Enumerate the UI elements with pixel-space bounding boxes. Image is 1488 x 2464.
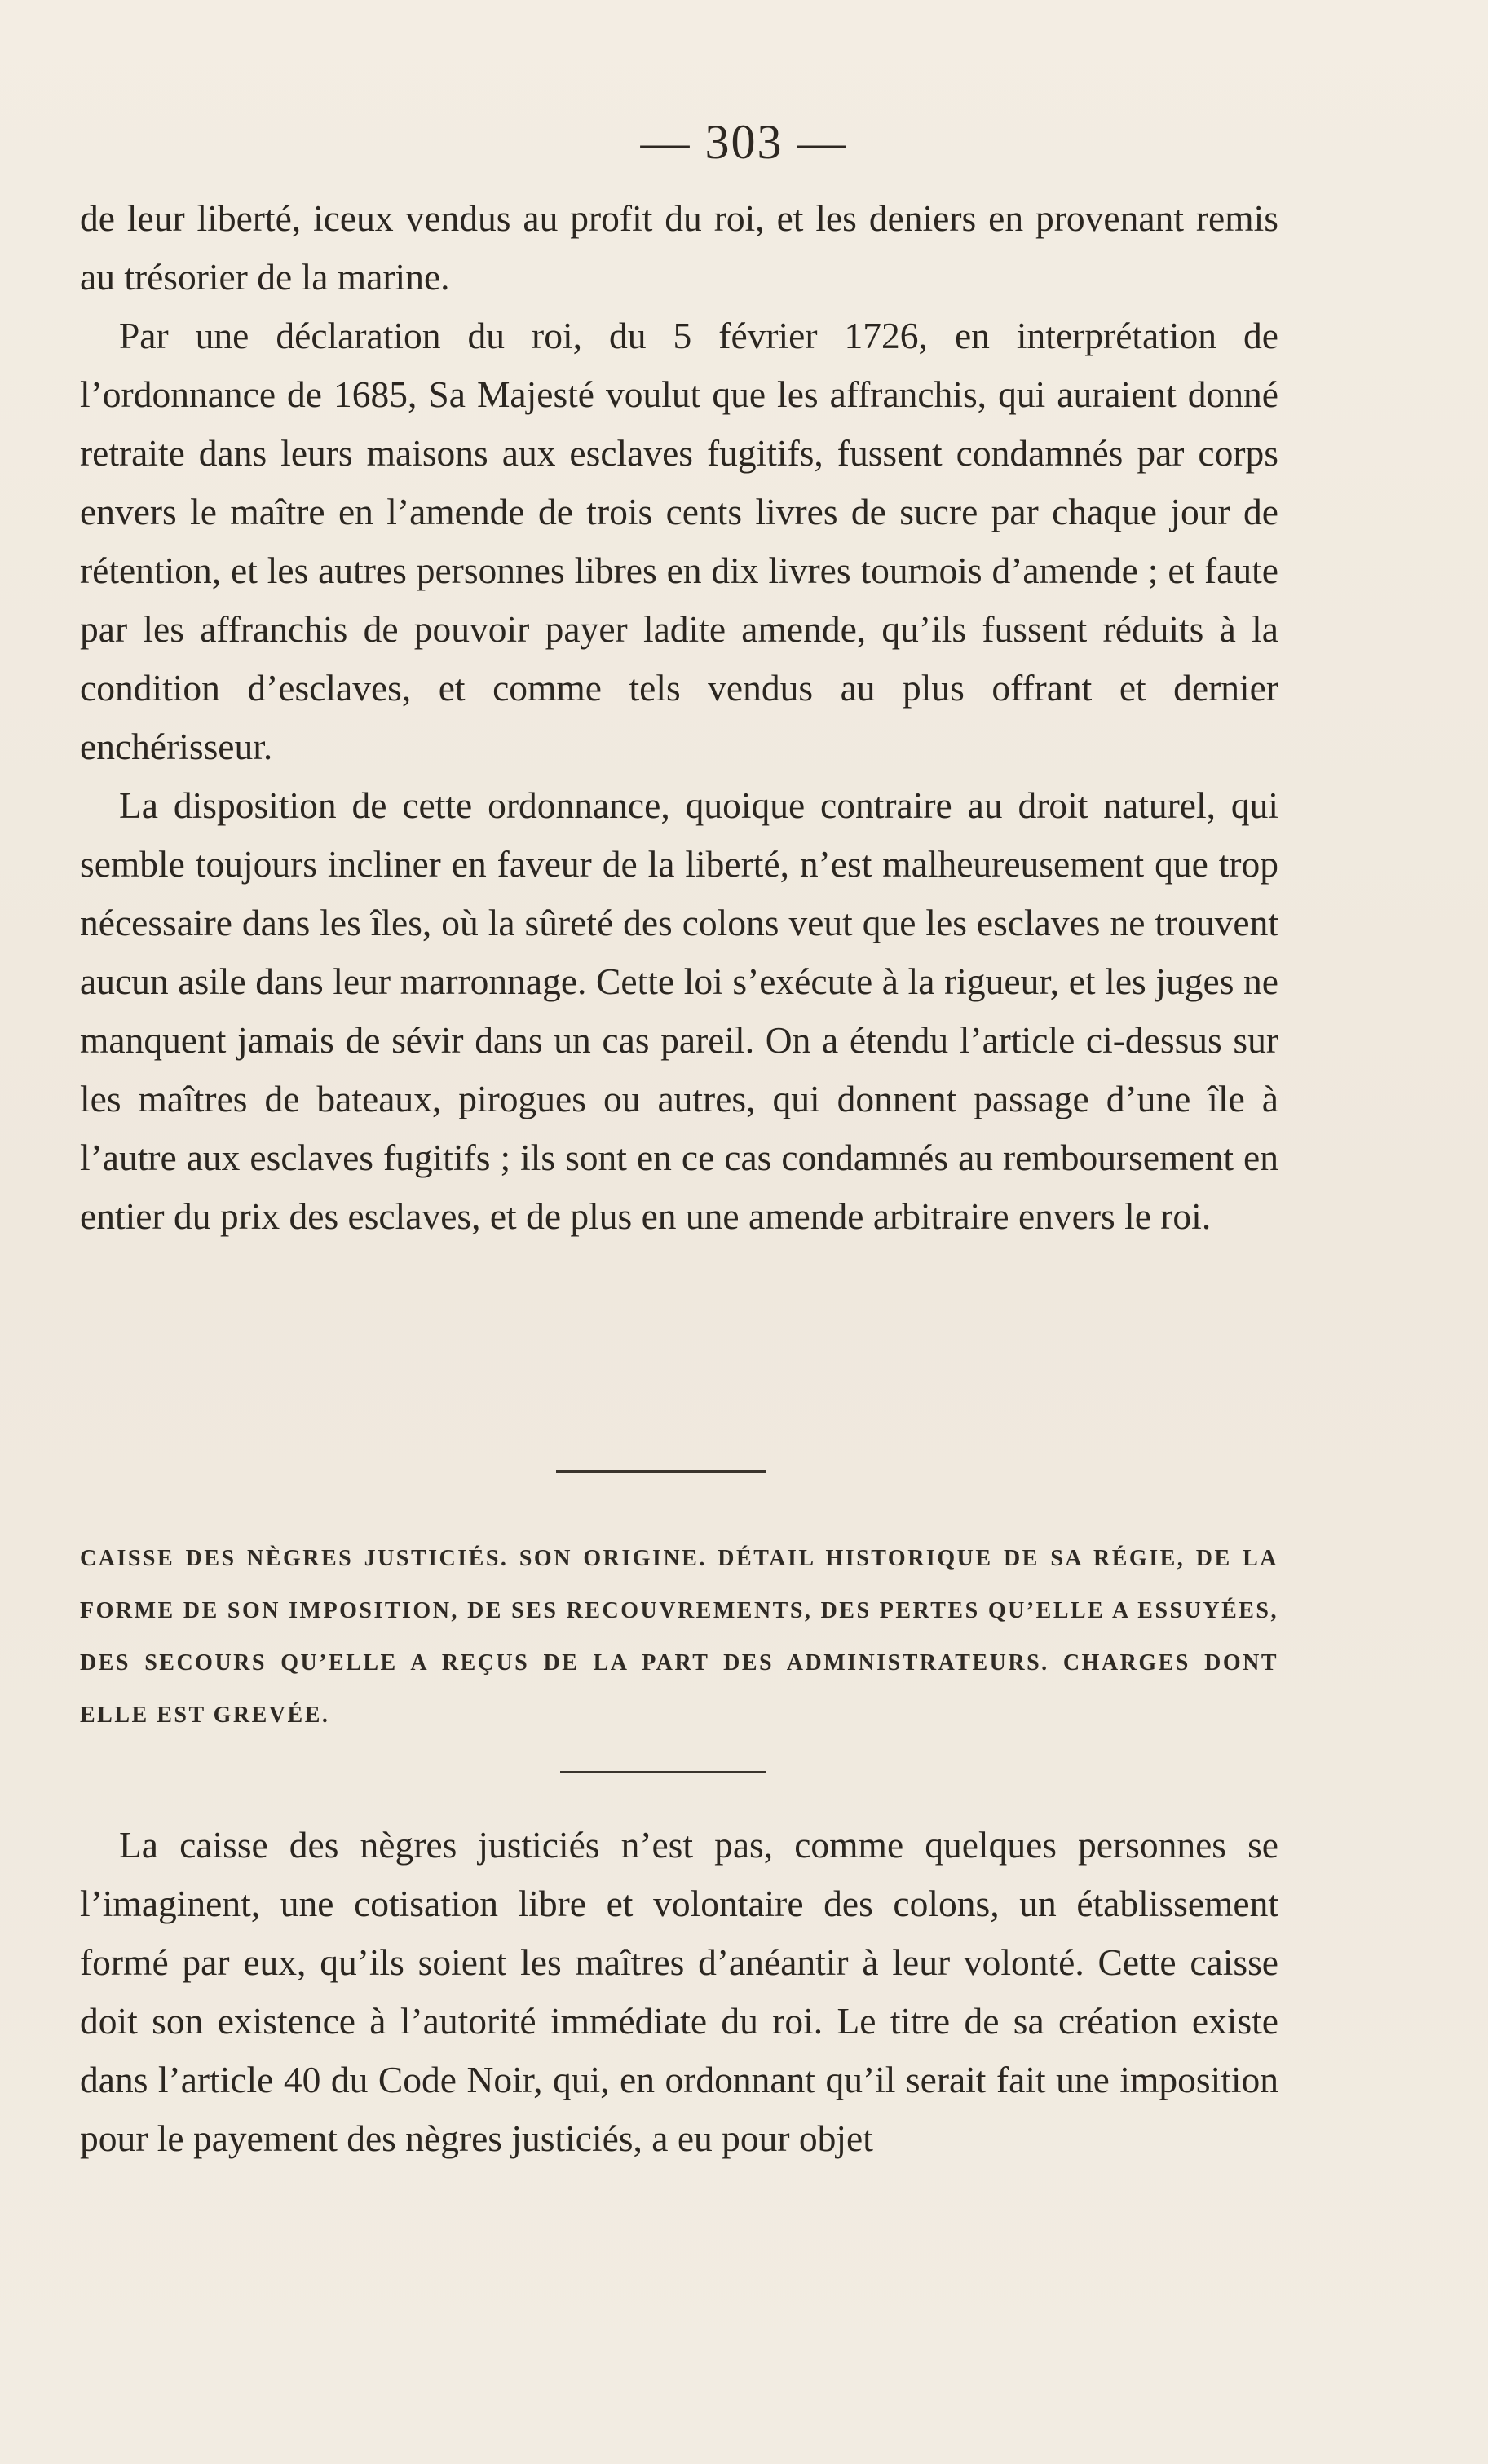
section-heading: CAISSE DES NÈGRES JUSTICIÉS. SON ORIGINE. DÉTAIL HISTORIQUE DE SA RÉGIE, DE LA FORME DE SON IMPOSITION, DE SES RECOUVREMENTS, DES PERTES QU’ELLE A ESSUYÉES, DES SECOURS QU’ELLE A REÇUS DE LA PART DES ADMINISTRATEURS. CHARGES DONT ELLE EST GREVÉE.: [80, 1546, 1278, 1728]
paragraph-declaration-1726: Par une déclaration du roi, du 5 février 1726, en interprétation de l’ordonnance de 1685, Sa Majesté voulut que les affranchis, qui auraient donné retraite dans leurs maisons aux esclaves fugitifs, fussent condamnés par corps envers le maître en l’amende de trois cents livres de sucre par chaque jour de rétention, et les autres personnes libres en dix livres tournois d’amende ; et faute par les affranchis de pouvoir payer ladite amende, qu’ils fussent réduits à la condition d’esclaves, et comme tels vendus au plus offrant et dernier enchérisseur.: [80, 315, 1278, 767]
page-number: — 303 —: [640, 115, 848, 169]
section-divider-top: [556, 1470, 766, 1473]
section-divider-bottom: [560, 1771, 766, 1773]
body-text-top: [80, 189, 1278, 1246]
paragraph-caisse-negres: La caisse des nègres justiciés n’est pas, comme quelques personnes se l’imaginent, une cotisation libre et volontaire des colons, un établissement formé par eux, qu’ils soient les maîtres d’anéantir à leur volonté. Cette caisse doit son existence à l’autorité immédiate du roi. Le titre de sa création existe dans l’article 40 du Code Noir, qui, en ordonnant qu’il serait fait une imposition pour le payement des nègres justiciés, a eu pour objet: [80, 1824, 1278, 2159]
paragraph-continuation: de leur liberté, iceux vendus au profit du roi, et les deniers en provenant remis au trésorier de la marine.: [80, 197, 1278, 298]
body-text-bottom: [80, 1816, 1278, 2168]
paragraph-ordonnance-disposition: La disposition de cette ordonnance, quoique contraire au droit naturel, qui semble toujours incliner en faveur de la liberté, n’est malheureusement que trop nécessaire dans les îles, où la sûreté des colons veut que les esclaves ne trouvent aucun asile dans leur marronnage. Cette loi s’exécute à la rigueur, et les juges ne manquent jamais de sévir dans un cas pareil. On a étendu l’article ci-dessus sur les maîtres de bateaux, pirogues ou autres, qui donnent passage d’une île à l’autre aux esclaves fugitifs ; ils sont en ce cas condamnés au remboursement en entier du prix des esclaves, et de plus en une amende arbitraire envers le roi.: [80, 784, 1278, 1237]
